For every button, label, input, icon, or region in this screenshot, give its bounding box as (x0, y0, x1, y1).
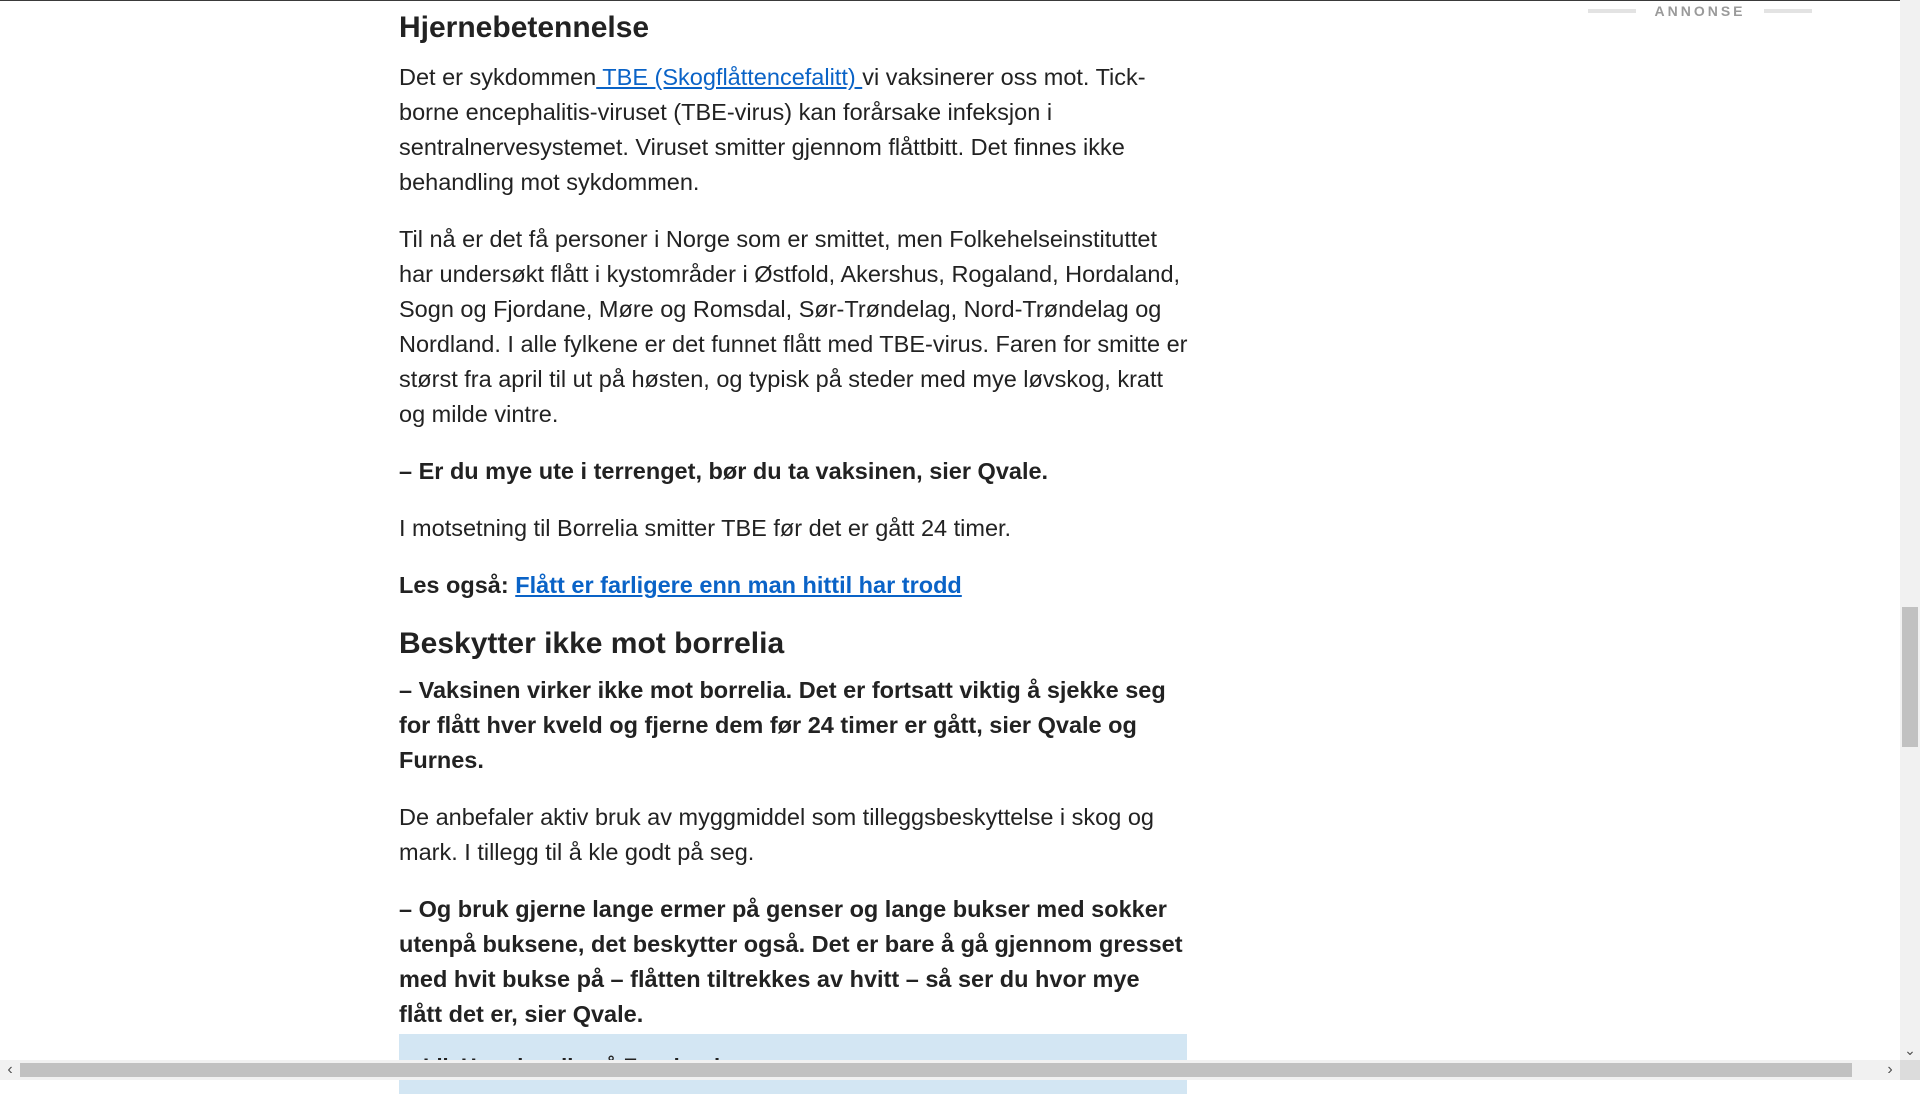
tbe-link[interactable]: TBE (Skogflåttencefalitt) (596, 64, 863, 90)
ad-divider-right (1764, 9, 1812, 13)
paragraph-tbe-intro (399, 60, 1189, 200)
scroll-right-arrow-icon[interactable]: › (1887, 1061, 1893, 1078)
section-heading-hjernebetennelse: Hjernebetennelse (399, 11, 650, 44)
section-heading-borrelia: Beskytter ikke mot borrelia (399, 627, 785, 660)
scrollbar-corner (1900, 1060, 1920, 1080)
quote-clothing: – Og bruk gjerne lange ermer på genser og lange bukser med sokker utenpå buksene, det beskytter også. Det er bare å gå gjennom gresset med hvit bukse på – flåtten tiltrekkes av hvitt – så ser du hvor mye flått det er, sier Qvale. (399, 896, 1183, 1027)
vertical-scrollbar-thumb[interactable] (1902, 607, 1918, 747)
article-body (399, 9, 1189, 1054)
quote-borrelia: – Vaksinen virker ikke mot borrelia. Det er fortsatt viktig å sjekke seg for flått hver kveld og fjerne dem før 24 timer er gått, sier Qvale og Furnes. (399, 677, 1166, 773)
scroll-left-arrow-icon[interactable]: ‹ (7, 1061, 13, 1078)
paragraph-text: vi vaksinerer oss mot. Tick-borne encephalitis-viruset (TBE-virus) kan forårsake infeksjon i sentralnervesystemet. Viruset smitter gjennom flåttbitt. Det finnes ikke behandling mot sykdommen. (399, 64, 1146, 195)
read-also-link[interactable]: Flått er farligere enn man hittil har trodd (515, 572, 962, 598)
ad-divider-left (1588, 9, 1636, 13)
paragraph-tbe-norway: Til nå er det få personer i Norge som er smittet, men Folkehelseinstituttet har undersøkt flått i kystområder i Østfold, Akershus, Rogaland, Hordaland, Sogn og Fjordane, Møre og Romsdal, Sør-Trøndelag, Nord-Trøndelag og Nordland. I alle fylkene er det funnet flått med TBE-virus. Faren for smitte er størst fra april til ut på høsten, og typisk på steder med mye løvskog, kratt og milde vintre. (399, 226, 1188, 427)
ad-label-text: ANNONSE (1654, 3, 1746, 19)
ad-label (1586, 1, 1814, 21)
horizontal-scrollbar[interactable] (0, 1060, 1900, 1080)
horizontal-scrollbar-thumb[interactable] (20, 1063, 1852, 1077)
read-also (399, 568, 1189, 603)
scroll-down-arrow-icon[interactable]: ⌄ (1904, 1041, 1916, 1058)
read-also-label: Les også: (399, 572, 516, 598)
paragraph-text: Det er sykdommen (399, 64, 597, 90)
quote-vaccine-advice: – Er du mye ute i terrenget, bør du ta vaksinen, sier Qvale. (399, 458, 1049, 484)
paragraph-mosquito-repellent: De anbefaler aktiv bruk av myggmiddel som tilleggsbeskyttelse i skog og mark. I tillegg til å kle godt på seg. (399, 804, 1154, 865)
vertical-scrollbar[interactable] (1900, 0, 1920, 1060)
paragraph-borrelia-compare: I motsetning til Borrelia smitter TBE før det er gått 24 timer. (399, 515, 1012, 541)
